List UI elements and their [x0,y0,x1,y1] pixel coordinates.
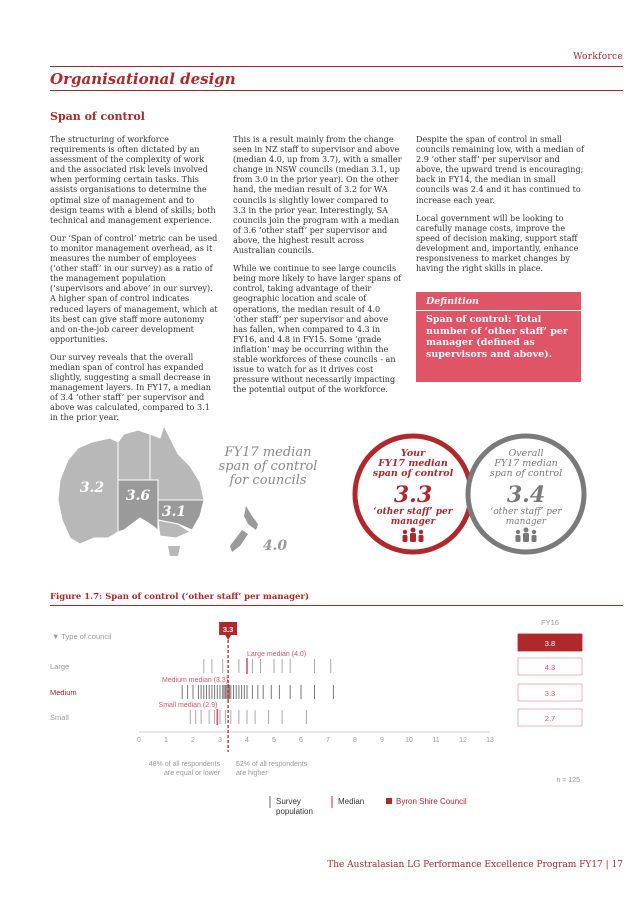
paragraph: Local government will be looking to carefully manage costs, improve the speed of decision making, support staff development and, importantly, enhance responsiveness to market changes by having the right skills in place. [416,212,579,274]
x-tick-label: 4 [245,737,249,744]
x-tick-label: 12 [459,737,467,744]
map-label-sa: 3.6 [125,488,151,504]
below-note-2: are equal or lower [163,770,220,777]
median-label: Large median (4.0) [247,651,307,658]
paragraph: While we continue to see large councils being more likely to have larger spans of control, taking advantage of their geographic location and scale of operations, the median result of 4.0 ‘other staff’ per supervisor and above has fallen, when compared to 4.3 in FY16, and 4.8 in FY15. Some ‘grade inflation’ may be occurring within the stable workforces of these councils - an issue to watch for as it drives cost pressure without necessarily impacting the potential output of the workforce. [233,263,402,395]
x-tick-label: 2 [191,737,195,744]
median-infographic [0,420,637,590]
definition-text [426,314,576,360]
your-circle-unit-1: ‘other staff’ per [373,507,453,517]
map-region-nt [118,430,150,480]
overall-circle-unit-2: manager [505,517,547,527]
definition-title: Definition [426,296,479,307]
legend-council-label: Byron Shire Council [396,797,467,806]
map-caption-line-2: span of control [218,459,318,474]
your-circle-line-1: Your [400,448,426,459]
x-tick-label: 0 [137,737,141,744]
body-column-2 [233,134,403,402]
fy16-value: 2.7 [544,714,556,723]
legend-survey-label-1: Survey [276,797,301,806]
footer: The Australasian LG Performance Excellence Program FY17 | 17 [327,860,623,870]
overall-median-circle [468,436,584,552]
footer-text: The Australasian LG Performance Excellence Program FY17 [327,860,603,870]
x-tick-label: 10 [405,737,413,744]
paragraph: The structuring of workforce requirements is often dictated by an assessment of the complexity of work and the associated risk levels involved when performing certain tasks. This assists organisations to determine the optimal size of management and to design teams with a blend of skills; both technical and management experience. [50,134,216,225]
below-note-1: 48% of all respondents [148,761,220,768]
x-tick-label: 7 [326,737,330,744]
x-tick-label: 3 [218,737,222,744]
fy16-header: FY16 [541,618,559,627]
fy16-value: 3.3 [544,689,556,698]
body-column-3 [416,134,586,281]
body-column-1 [50,134,220,431]
overall-circle-unit-1: ‘other staff’ per [490,507,562,517]
overall-circle-line-2: FY17 median [494,458,558,469]
figure-rule [50,605,623,606]
section-tag: Workforce [573,52,623,62]
x-tick-label: 6 [299,737,303,744]
title-rule [50,90,623,91]
fy16-value: 3.8 [544,639,556,648]
x-tick-label: 5 [272,737,276,744]
row-label: Large [50,662,70,671]
median-label: Medium median (3.3) [161,677,229,684]
filter-label[interactable]: ▼ Type of council [52,632,112,641]
span-of-control-chart [0,612,637,827]
section-subtitle: Span of control [50,110,145,123]
your-circle-unit-2: manager [390,517,436,527]
your-value-label: 3.3 [222,625,234,634]
map-caption-line-3: for councils [229,473,307,488]
row-label: Small [50,713,69,722]
map-region-qld [150,426,204,500]
legend-council-swatch [386,798,392,804]
your-median-circle [355,436,471,552]
chart-legend [270,796,467,816]
fy16-value: 4.3 [544,663,556,672]
overall-circle-value: 3.4 [506,482,546,508]
your-circle-value: 3.3 [393,482,433,508]
figure-title: Figure 1.7: Span of control (‘other staff’ per manager) [50,592,309,602]
map-label-nsw: 3.1 [161,504,187,520]
map-caption-line-1: FY17 median [224,445,312,460]
definition-rule [416,310,581,311]
legend-survey-label-2: population [276,807,313,816]
n-label: n = 125 [556,777,580,784]
page-number: 17 [611,860,623,870]
definition-body: Total number of ‘other staff’ per manager (defined as supervisors and above). [426,314,568,360]
definition-box [416,292,581,382]
above-note-1: 52% of all respondents [236,761,308,768]
paragraph: Our ‘Span of control’ metric can be used to monitor management overhead, as it measures the number of employees (‘other staff’ in our survey) as a ratio of the management population (‘supervisors and above’ in our survey). A higher span of control indicates reduced layers of management, which at its best can give staff more autonomy and on-the-job career development opportunities. [50,232,218,344]
definition-term: Span of control: [426,314,512,325]
row-label: Medium [50,688,77,697]
paragraph: Despite the span of control in small councils remaining low, with a median of 2.9 ‘other staff’ per supervisor and above, the upward trend is encouraging; back in FY14, the median in small councils was 2.4 and it has continued to increase each year. [416,134,585,205]
page-title: Organisational design [50,70,236,88]
x-tick-label: 1 [164,737,168,744]
paragraph: Our survey reveals that the overall median span of control has expanded slightly, suggesting a small decrease in management layers. In FY17, a median of 3.4 ‘other staff’ per supervisor and above was calculated, compared to 3.1 in the prior year. [50,351,212,423]
median-label: Small median (2.9) [158,702,218,709]
x-tick-label: 11 [432,737,440,744]
overall-circle-line-3: span of control [489,468,563,479]
x-tick-label: 8 [353,737,357,744]
above-note-2: are higher [236,770,268,777]
map-label-wa: 3.2 [79,480,105,496]
map-region-tas [168,546,180,556]
your-circle-line-2: FY17 median [378,458,448,469]
paragraph: This is a result mainly from the change seen in NZ staff to supervisor and above (median 4.0, up from 3.7), with a smaller change in NSW councils (median 3.1, up from 3.0 in the prior year). On the other hand, the median result of 3.2 for WA councils is slightly lower compared to 3.3 in the prior year. Interestingly, SA councils join the program with a median of 3.6 ‘other staff’ per supervisor and above, the highest result across Australian councils. [233,134,402,256]
map-region-nz [230,506,258,552]
header-rule [50,66,623,67]
your-circle-line-3: span of control [372,468,454,479]
map-label-nz: 4.0 [262,538,288,554]
x-tick-label: 9 [380,737,384,744]
overall-circle-line-1: Overall [508,448,544,459]
legend-median-label: Median [338,797,365,806]
x-tick-label: 13 [486,737,494,744]
